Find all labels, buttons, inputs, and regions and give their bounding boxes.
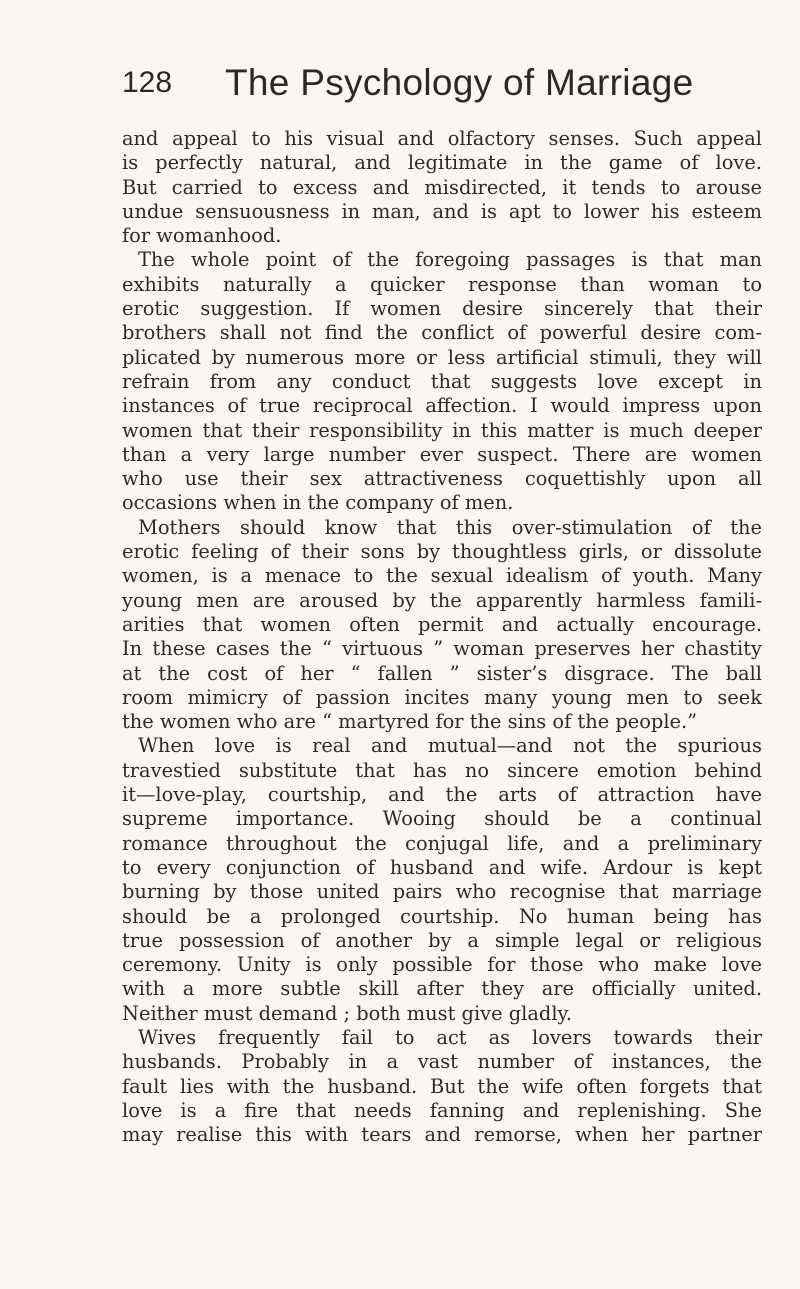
- text-line: who use their sex attractiveness coquettishly upon all: [122, 467, 762, 491]
- text-line: and appeal to his visual and olfactory senses. Such appeal: [122, 127, 762, 150]
- page-number: 128: [122, 66, 173, 99]
- text-line: Neither must demand ; both must give gladly.: [122, 1001, 573, 1025]
- text-line: refrain from any conduct that suggests love except in: [122, 369, 762, 393]
- text-line: But carried to excess and misdirected, it tends to arouse: [122, 175, 762, 199]
- text-line: it—love-play, courtship, and the arts of attraction have: [122, 783, 762, 807]
- text-line: erotic feeling of their sons by thoughtless girls, or dissolute: [122, 540, 762, 564]
- text-line: plicated by numerous more or less artificial stimuli, they will: [122, 345, 762, 369]
- text-line: In these cases the “ virtuous ” woman preserves her chastity: [122, 637, 762, 661]
- text-line: When love is real and mutual—and not the spurious: [138, 734, 762, 758]
- text-line: at the cost of her “ fallen ” sister’s disgrace. The ball: [122, 661, 762, 685]
- text-line: travestied substitute that has no sincere emotion behind: [122, 758, 762, 782]
- text-line: should be a prolonged courtship. No human being has: [122, 904, 762, 928]
- page-header: [122, 62, 742, 112]
- text-line: with a more subtle skill after they are officially united.: [122, 977, 762, 1001]
- text-line: may realise this with tears and remorse, when her partner: [122, 1123, 762, 1147]
- text-line: erotic suggestion. If women desire sincerely that their: [122, 297, 762, 321]
- text-line: instances of true reciprocal affection. I would impress upon: [122, 394, 762, 418]
- text-line: to every conjunction of husband and wife. Ardour is kept: [122, 855, 762, 879]
- text-line: The whole point of the foregoing passages is that man: [138, 248, 762, 272]
- text-line: women that their responsibility in this matter is much deeper: [122, 418, 762, 442]
- text-line: supreme importance. Wooing should be a continual: [122, 807, 762, 831]
- text-line: romance throughout the conjugal life, and a preliminary: [122, 831, 762, 855]
- text-line: love is a fire that needs fanning and replenishing. She: [122, 1098, 762, 1122]
- text-line: arities that women often permit and actually encourage.: [122, 612, 762, 636]
- text-line: burning by those united pairs who recognise that marriage: [122, 880, 762, 904]
- text-line: than a very large number ever suspect. There are women: [122, 442, 762, 466]
- text-line: brothers shall not find the conflict of powerful desire com-: [122, 321, 762, 345]
- running-head-title: The Psychology of Marriage: [225, 62, 694, 103]
- text-line: occasions when in the company of men.: [122, 491, 514, 515]
- text-line: Wives frequently fail to act as lovers towards their: [138, 1025, 762, 1049]
- text-line: true possession of another by a simple legal or religious: [122, 928, 762, 952]
- text-line: for womanhood.: [122, 224, 282, 248]
- text-line: is perfectly natural, and legitimate in the game of love.: [122, 151, 762, 175]
- text-line: husbands. Probably in a vast number of instances, the: [122, 1050, 762, 1074]
- text-line: Mothers should know that this over-stimulation of the: [138, 515, 762, 539]
- text-line: the women who are “ martyred for the sins of the people.”: [122, 710, 698, 734]
- text-line: undue sensuousness in man, and is apt to lower his esteem: [122, 199, 762, 223]
- text-line: women, is a menace to the sexual idealism of youth. Many: [122, 564, 762, 588]
- body-text: [122, 127, 762, 1147]
- text-line: fault lies with the husband. But the wife often forgets that: [122, 1074, 762, 1098]
- text-line: young men are aroused by the apparently harmless famili-: [122, 588, 762, 612]
- text-line: exhibits naturally a quicker response than woman to: [122, 272, 762, 296]
- text-line: room mimicry of passion incites many young men to seek: [122, 685, 762, 709]
- text-line: ceremony. Unity is only possible for those who make love: [122, 953, 762, 977]
